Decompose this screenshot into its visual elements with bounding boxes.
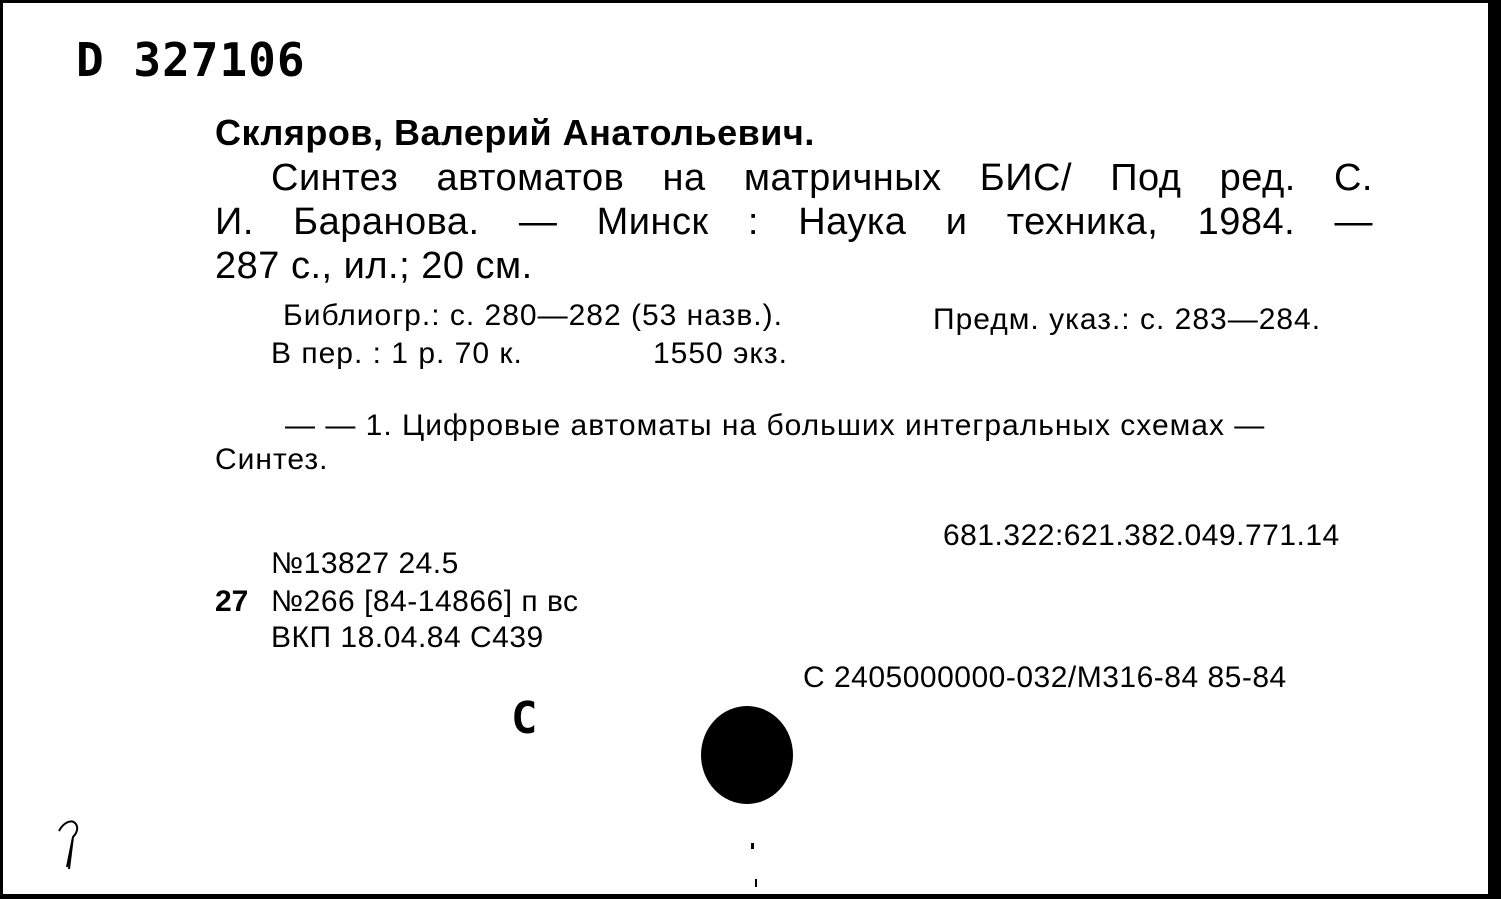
title-line-3: 287 с., ил.; 20 см. <box>215 245 533 287</box>
card-letter: С <box>511 693 538 744</box>
catalog-card <box>3 3 1492 894</box>
copies-note: 1550 экз. <box>653 337 788 370</box>
title-description <box>215 156 1373 288</box>
accession-line-3: ВКП 18.04.84 С439 <box>271 621 544 654</box>
punch-hole <box>701 706 793 804</box>
card-code: D 327106 <box>76 33 306 87</box>
bibliography-note: Библиогр.: с. 280—282 (53 назв.). <box>283 299 783 332</box>
accession-line-2: №266 [84-14866] п вс <box>271 585 579 618</box>
handwritten-mark <box>55 819 85 871</box>
accession-line-1: №13827 24.5 <box>271 547 459 580</box>
subject-heading-line-1: — — 1. Цифровые автоматы на больших интегральных схемах — <box>285 409 1266 442</box>
ink-speck <box>755 879 757 887</box>
title-line-1: Синтез автоматов на матричных БИС/ Под ред. С. <box>271 157 1373 199</box>
accession-line-2-number: 27 <box>215 585 249 618</box>
title-line-2: И. Баранова. — Минск : Наука и техника, 1984. — <box>215 201 1373 243</box>
subject-heading-line-2: Синтез. <box>215 443 329 476</box>
price-note: В пер. : 1 р. 70 к. <box>271 337 523 370</box>
ink-speck <box>751 843 754 849</box>
udc-code: 681.322:621.382.049.771.14 <box>943 519 1340 552</box>
catalog-code: С 2405000000-032/М316-84 85-84 <box>803 661 1287 694</box>
author-name: Скляров, Валерий Анатольевич. <box>215 112 815 153</box>
index-note: Предм. указ.: с. 283—284. <box>933 303 1322 336</box>
